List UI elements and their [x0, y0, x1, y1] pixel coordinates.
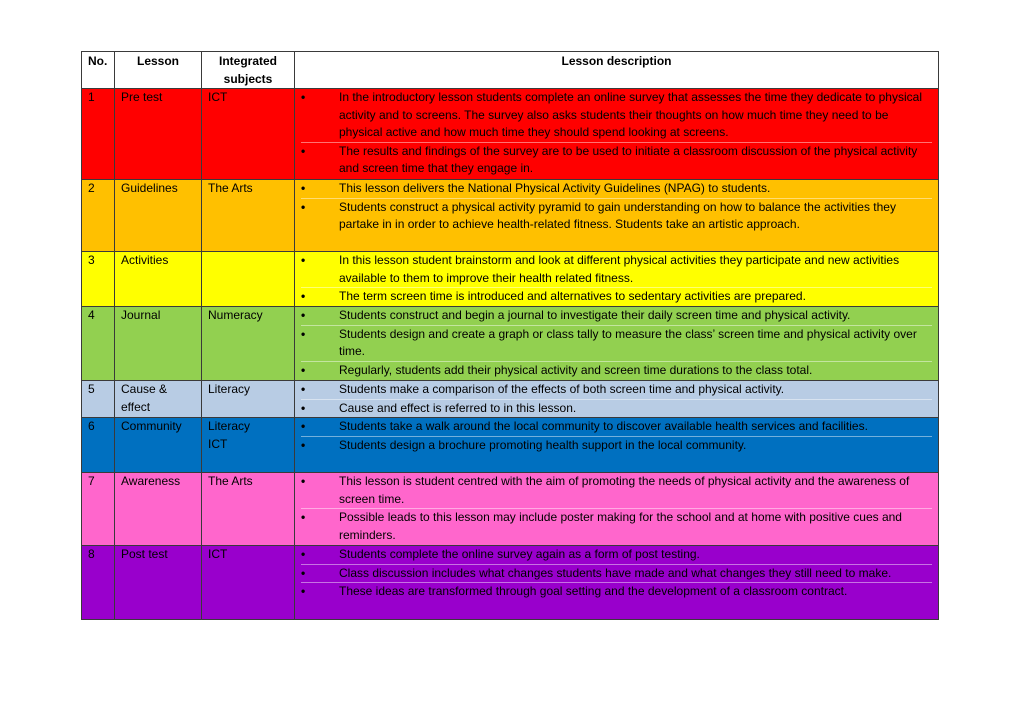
description-bullet: • These ideas are transformed through goal setting and the development of a classroom contract.	[301, 583, 932, 601]
subject-label: The Arts	[208, 474, 253, 488]
description-list	[301, 546, 932, 601]
lesson-number: 5	[82, 381, 115, 418]
integrated-subjects	[202, 252, 295, 307]
lesson-number: 1	[82, 89, 115, 180]
description-bullet: • Regularly, students add their physical activity and screen time durations to the class total.	[301, 362, 932, 380]
header-row	[82, 52, 939, 89]
lesson-name: Cause & effect	[115, 381, 202, 418]
integrated-subjects	[202, 89, 295, 180]
integrated-subjects	[202, 546, 295, 620]
description-bullet: • This lesson delivers the National Physical Activity Guidelines (NPAG) to students.	[301, 180, 932, 199]
lesson-description	[295, 418, 939, 473]
header-description: Lesson description	[295, 52, 939, 89]
subject-label: Literacy	[208, 382, 251, 396]
description-bullet: • Students make a comparison of the effects of both screen time and physical activity.	[301, 381, 932, 400]
description-list	[301, 418, 932, 454]
lesson-table-body	[82, 89, 939, 620]
subject-label: ICT	[208, 547, 228, 561]
subject-label: The Arts	[208, 181, 253, 195]
description-list	[301, 307, 932, 379]
table-row	[82, 89, 939, 180]
subject-label: Numeracy	[208, 308, 263, 322]
lesson-description	[295, 381, 939, 418]
lesson-number: 7	[82, 473, 115, 546]
description-list	[301, 473, 932, 544]
table-row	[82, 252, 939, 307]
subject-label: ICT	[208, 90, 228, 104]
lesson-name: Post test	[115, 546, 202, 620]
integrated-subjects	[202, 307, 295, 381]
lesson-name: Pre test	[115, 89, 202, 180]
lesson-description	[295, 473, 939, 546]
table-row	[82, 418, 939, 473]
lesson-name: Journal	[115, 307, 202, 381]
lesson-name: Activities	[115, 252, 202, 307]
subject-label: Literacy	[208, 419, 251, 433]
description-bullet: • Students design a brochure promoting health support in the local community.	[301, 437, 932, 455]
description-bullet: • Students complete the online survey again as a form of post testing.	[301, 546, 932, 565]
table-row	[82, 546, 939, 620]
table-row	[82, 180, 939, 252]
lesson-number: 3	[82, 252, 115, 307]
description-bullet: • In this lesson student brainstorm and look at different physical activities they participate and new activities available to them to improve their health related fitness.	[301, 252, 932, 288]
header-subjects: Integrated subjects	[202, 52, 295, 89]
description-list	[301, 252, 932, 306]
lesson-number: 8	[82, 546, 115, 620]
table-row	[82, 473, 939, 546]
integrated-subjects	[202, 473, 295, 546]
description-bullet: • The term screen time is introduced and alternatives to sedentary activities are prepared.	[301, 288, 932, 306]
header-lesson: Lesson	[115, 52, 202, 89]
lesson-description	[295, 546, 939, 620]
table-row	[82, 381, 939, 418]
subject-label: ICT	[208, 436, 228, 451]
description-bullet: • Cause and effect is referred to in this lesson.	[301, 400, 932, 418]
description-list	[301, 180, 932, 234]
header-no: No.	[82, 52, 115, 89]
description-bullet: • This lesson is student centred with the aim of promoting the needs of physical activity and the awareness of screen time.	[301, 473, 932, 509]
description-bullet: • Students construct a physical activity pyramid to gain understanding on how to balance the activities they partake in in order to achieve health-related fitness. Students take an artistic approach.	[301, 199, 932, 234]
description-bullet: • In the introductory lesson students complete an online survey that assesses the time they dedicate to physical activity and to screens. The survey also asks students their thoughts on how much time they need to be physical active and how much time they should spend looking at screens.	[301, 89, 932, 143]
lesson-number: 2	[82, 180, 115, 252]
integrated-subjects	[202, 381, 295, 418]
lesson-description	[295, 252, 939, 307]
integrated-subjects	[202, 418, 295, 473]
lesson-name: Awareness	[115, 473, 202, 546]
description-bullet: • Class discussion includes what changes students have made and what changes they still need to make.	[301, 565, 932, 584]
lesson-number: 4	[82, 307, 115, 381]
description-list	[301, 381, 932, 417]
description-list	[301, 89, 932, 178]
lesson-description	[295, 307, 939, 381]
description-bullet: • Students construct and begin a journal to investigate their daily screen time and physical activity.	[301, 307, 932, 326]
description-bullet: • The results and findings of the survey are to be used to initiate a classroom discussion of the physical activity and screen time that they engage in.	[301, 143, 932, 178]
lesson-number: 6	[82, 418, 115, 473]
description-bullet: • Possible leads to this lesson may include poster making for the school and at home with positive cues and reminders.	[301, 509, 932, 544]
lesson-name: Guidelines	[115, 180, 202, 252]
lesson-description	[295, 89, 939, 180]
lesson-name: Community	[115, 418, 202, 473]
description-bullet: • Students design and create a graph or class tally to measure the class’ screen time and physical activity over time.	[301, 326, 932, 362]
lesson-description	[295, 180, 939, 252]
lesson-table	[81, 51, 939, 620]
integrated-subjects	[202, 180, 295, 252]
table-row	[82, 307, 939, 381]
description-bullet: • Students take a walk around the local community to discover available health services and facilities.	[301, 418, 932, 437]
